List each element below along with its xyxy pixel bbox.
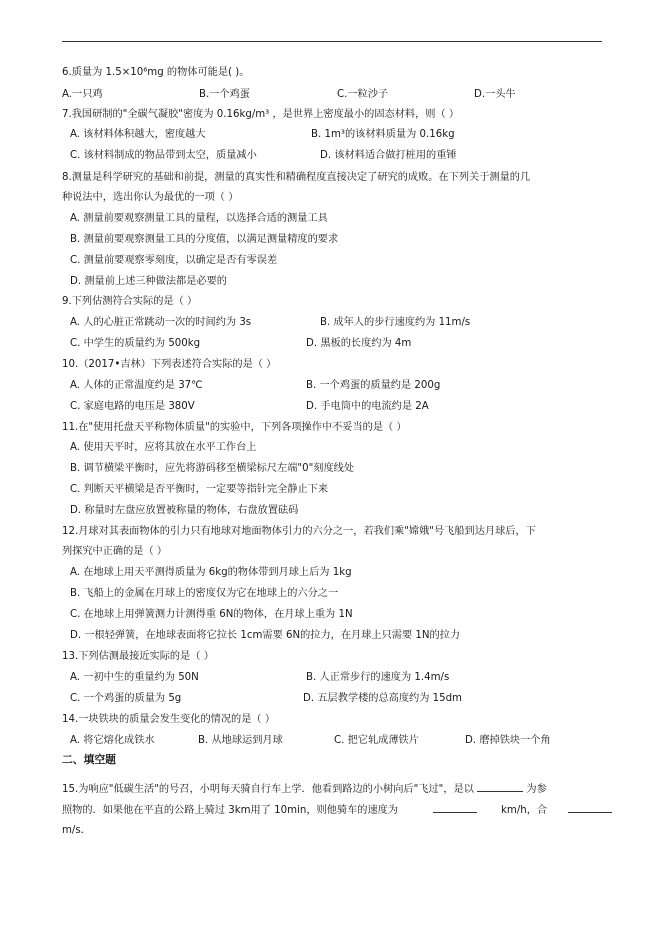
q10-option-a[interactable]: A. 人体的正常温度约是 37℃ bbox=[70, 380, 203, 391]
q8-option-b[interactable]: B. 测量前要观察测量工具的分度值，以满足测量精度的要求 bbox=[70, 234, 339, 245]
q12-stem-line1: 12.月球对其表面物体的引力只有地球对地面物体引力的六分之一，若我们乘"嫦娥"号飞船到达月球后，下 bbox=[62, 526, 536, 537]
q13-stem: 13.下列估测最接近实际的是（ ） bbox=[62, 651, 214, 662]
q10-option-c[interactable]: C. 家庭电路的电压是 380V bbox=[70, 401, 195, 412]
q13-option-c[interactable]: C. 一个鸡蛋的质量为 5g bbox=[70, 693, 182, 704]
q14-option-a[interactable]: A. 将它熔化成铁水 bbox=[70, 735, 155, 746]
q15-blank-3[interactable] bbox=[568, 802, 612, 813]
q11-option-c[interactable]: C. 判断天平横梁是否平衡时，一定要等指针完全静止下来 bbox=[70, 484, 329, 495]
q6-option-c[interactable]: C.一粒沙子 bbox=[337, 89, 389, 100]
q15-blank-1[interactable] bbox=[477, 781, 523, 792]
q14-stem: 14.一块铁块的质量会发生变化的情况的是（ ） bbox=[62, 714, 276, 725]
section-title-fill-in: 二、填空题 bbox=[62, 753, 116, 766]
q8-option-a[interactable]: A. 测量前要观察测量工具的量程，以选择合适的测量工具 bbox=[70, 213, 328, 224]
q6-option-a[interactable]: A.一只鸡 bbox=[62, 89, 103, 100]
q7-option-b[interactable]: B. 1m³的该材料质量为 0.16kg bbox=[311, 129, 455, 140]
q7-stem: 7.我国研制的"全碳气凝胶"密度为 0.16kg/m³ ，是世界上密度最小的固态材料，则（ ） bbox=[62, 109, 460, 120]
q12-stem-line2: 列探究中正确的是（ ） bbox=[62, 546, 168, 557]
q15-line1-text-a: 15.为响应"低碳生活"的号召，小明每天骑自行车上学．他看到路边的小树向后"飞过"，是以 bbox=[62, 784, 474, 795]
q12-option-d[interactable]: D. 一根轻弹簧，在地球表面将它拉长 1cm需要 6N的拉力，在月球上只需要 1N的拉力 bbox=[70, 630, 461, 641]
q8-option-d[interactable]: D. 测量前上述三种做法都是必要的 bbox=[70, 276, 227, 287]
q6-option-b[interactable]: B.一个鸡蛋 bbox=[199, 89, 250, 100]
header-rule bbox=[62, 41, 602, 42]
q7-option-a[interactable]: A. 该材料体积越大，密度越大 bbox=[70, 129, 206, 140]
q8-option-c[interactable]: C. 测量前要观察零刻度，以确定是否有零误差 bbox=[70, 255, 278, 266]
q9-option-d[interactable]: D. 黑板的长度约为 4m bbox=[306, 338, 412, 349]
q9-option-b[interactable]: B. 成年人的步行速度约为 11m/s bbox=[320, 317, 471, 328]
q10-stem: 10.（2017•吉林）下列表述符合实际的是（ ） bbox=[62, 359, 277, 370]
q14-option-b[interactable]: B. 从地球运到月球 bbox=[198, 735, 283, 746]
q11-option-b[interactable]: B. 调节横梁平衡时，应先将游码移至横梁标尺左端"0"刻度线处 bbox=[70, 463, 355, 474]
q6-option-d[interactable]: D.一头牛 bbox=[474, 89, 516, 100]
q9-option-c[interactable]: C. 中学生的质量约为 500kg bbox=[70, 338, 201, 349]
q15-line1 bbox=[62, 781, 547, 797]
q14-option-d[interactable]: D. 磨掉铁块一个角 bbox=[465, 735, 551, 746]
q10-option-d[interactable]: D. 手电筒中的电流约是 2A bbox=[306, 401, 429, 412]
q8-stem-line2: 种说法中，选出你认为最优的一项（ ） bbox=[62, 192, 239, 203]
q15-line2 bbox=[62, 802, 612, 818]
q13-option-b[interactable]: B. 人正常步行的速度为 1.4m/s bbox=[306, 672, 450, 683]
q15-line3: m/s． bbox=[62, 825, 91, 836]
q10-option-b[interactable]: B. 一个鸡蛋的质量约是 200g bbox=[306, 380, 441, 391]
q9-stem: 9.下列估测符合实际的是（ ） bbox=[62, 296, 198, 307]
q11-option-a[interactable]: A. 使用天平时，应将其放在水平工作台上 bbox=[70, 442, 257, 453]
q14-option-c[interactable]: C. 把它轧成薄铁片 bbox=[334, 735, 419, 746]
q15-blank-2[interactable] bbox=[433, 802, 477, 813]
q12-option-a[interactable]: A. 在地球上用天平测得质量为 6kg的物体带到月球上后为 1kg bbox=[70, 567, 352, 578]
q7-option-d[interactable]: D. 该材料适合做打桩用的重锤 bbox=[320, 150, 457, 161]
q9-option-a[interactable]: A. 人的心脏正常跳动一次的时间约为 3s bbox=[70, 317, 252, 328]
q11-stem: 11.在"使用托盘天平称物体质量"的实验中，下列各项操作中不妥当的是（ ） bbox=[62, 422, 407, 433]
q12-option-c[interactable]: C. 在地球上用弹簧测力计测得重 6N的物体，在月球上重为 1N bbox=[70, 609, 353, 620]
q12-option-b[interactable]: B. 飞船上的金属在月球上的密度仅为它在地球上的六分之一 bbox=[70, 588, 339, 599]
q13-option-a[interactable]: A. 一初中生的重量约为 50N bbox=[70, 672, 199, 683]
q15-line1-text-b: 为参 bbox=[526, 784, 547, 795]
q15-line2-text-b: km/h，合 bbox=[501, 805, 548, 816]
q8-stem-line1: 8.测量是科学研究的基础和前提，测量的真实性和精确程度直接决定了研究的成败。在下列关于测量的几 bbox=[62, 172, 531, 183]
q6-stem: 6.质量为 1.5×10⁶mg 的物体可能是( )。 bbox=[62, 67, 250, 78]
q7-option-c[interactable]: C. 该材料制成的物品带到太空，质量减小 bbox=[70, 150, 257, 161]
q11-option-d[interactable]: D. 称量时左盘应放置被称量的物体，右盘放置砝码 bbox=[70, 505, 299, 516]
q13-option-d[interactable]: D. 五层教学楼的总高度约为 15dm bbox=[303, 693, 462, 704]
q15-line2-text-a: 照物的．如果他在平直的公路上骑过 3km用了 10min，则他骑车的速度为 bbox=[62, 805, 399, 816]
